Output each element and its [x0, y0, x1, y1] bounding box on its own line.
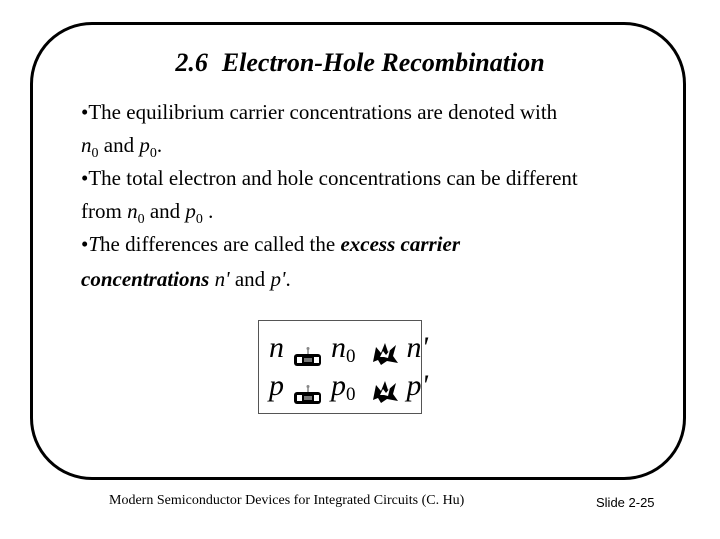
subscript: 0	[91, 146, 99, 161]
punctuation: .	[156, 133, 163, 157]
conjunction: and	[229, 267, 271, 291]
footer-source: Modern Semiconductor Devices for Integrated Circuits (C. Hu)	[109, 493, 465, 508]
punctuation: .	[285, 267, 291, 291]
var-n: n	[127, 199, 138, 223]
emphasis-excess-carrier: excess carrier	[340, 232, 460, 256]
subscript: 0	[137, 212, 145, 227]
bullet-2-line-2	[81, 195, 671, 228]
var-n: n	[81, 133, 92, 157]
punctuation: .	[202, 199, 214, 223]
bullet-3-line-2	[81, 261, 671, 297]
bullet-mark: •	[81, 232, 89, 256]
bullet-2-line-1	[81, 162, 671, 195]
var-p: p	[185, 199, 196, 223]
plus-glyph-icon	[371, 342, 399, 366]
var-n-prime: n'	[209, 267, 230, 291]
equals-glyph-icon	[293, 347, 323, 369]
equation-row-n	[269, 329, 428, 367]
equation-subscript: 0	[346, 384, 356, 405]
equation-subscript: 0	[346, 346, 356, 367]
conjunction: and	[144, 199, 186, 223]
var-p-prime: p'	[270, 267, 286, 291]
bullet-3-text: he differences are called the	[100, 232, 341, 256]
bullet-1-line-1	[81, 96, 671, 129]
equation-base: n	[331, 331, 346, 364]
plus-glyph-icon	[371, 380, 399, 404]
italic-t: T	[88, 232, 101, 256]
slide-number: Slide 2-25	[596, 495, 655, 510]
equation-excess: n'	[406, 331, 428, 364]
section-number: 2.6	[175, 48, 208, 77]
title-text: Electron-Hole Recombination	[221, 48, 545, 77]
equation-box	[258, 320, 428, 414]
conjunction: and	[98, 133, 140, 157]
equals-glyph-icon	[293, 385, 323, 407]
var-p: p	[139, 133, 150, 157]
slide-title	[0, 46, 720, 80]
equation-row-p	[269, 367, 428, 405]
equation-lhs: p	[269, 369, 284, 402]
equation-base: p	[331, 369, 346, 402]
bullet-1-text: •The equilibrium carrier concentrations are denoted with	[81, 100, 558, 124]
equation-excess: p'	[406, 369, 428, 402]
bullet-2-from: from	[81, 199, 128, 223]
bullet-1-line-2	[81, 129, 671, 162]
bullet-3-line-1	[81, 228, 671, 261]
bullet-list	[81, 96, 671, 297]
subscript: 0	[195, 212, 203, 227]
subscript: 0	[149, 146, 157, 161]
emphasis-concentrations: concentrations	[81, 267, 210, 291]
equation-lhs: n	[269, 331, 284, 364]
bullet-2-text: •The total electron and hole concentrations can be different	[81, 166, 578, 190]
